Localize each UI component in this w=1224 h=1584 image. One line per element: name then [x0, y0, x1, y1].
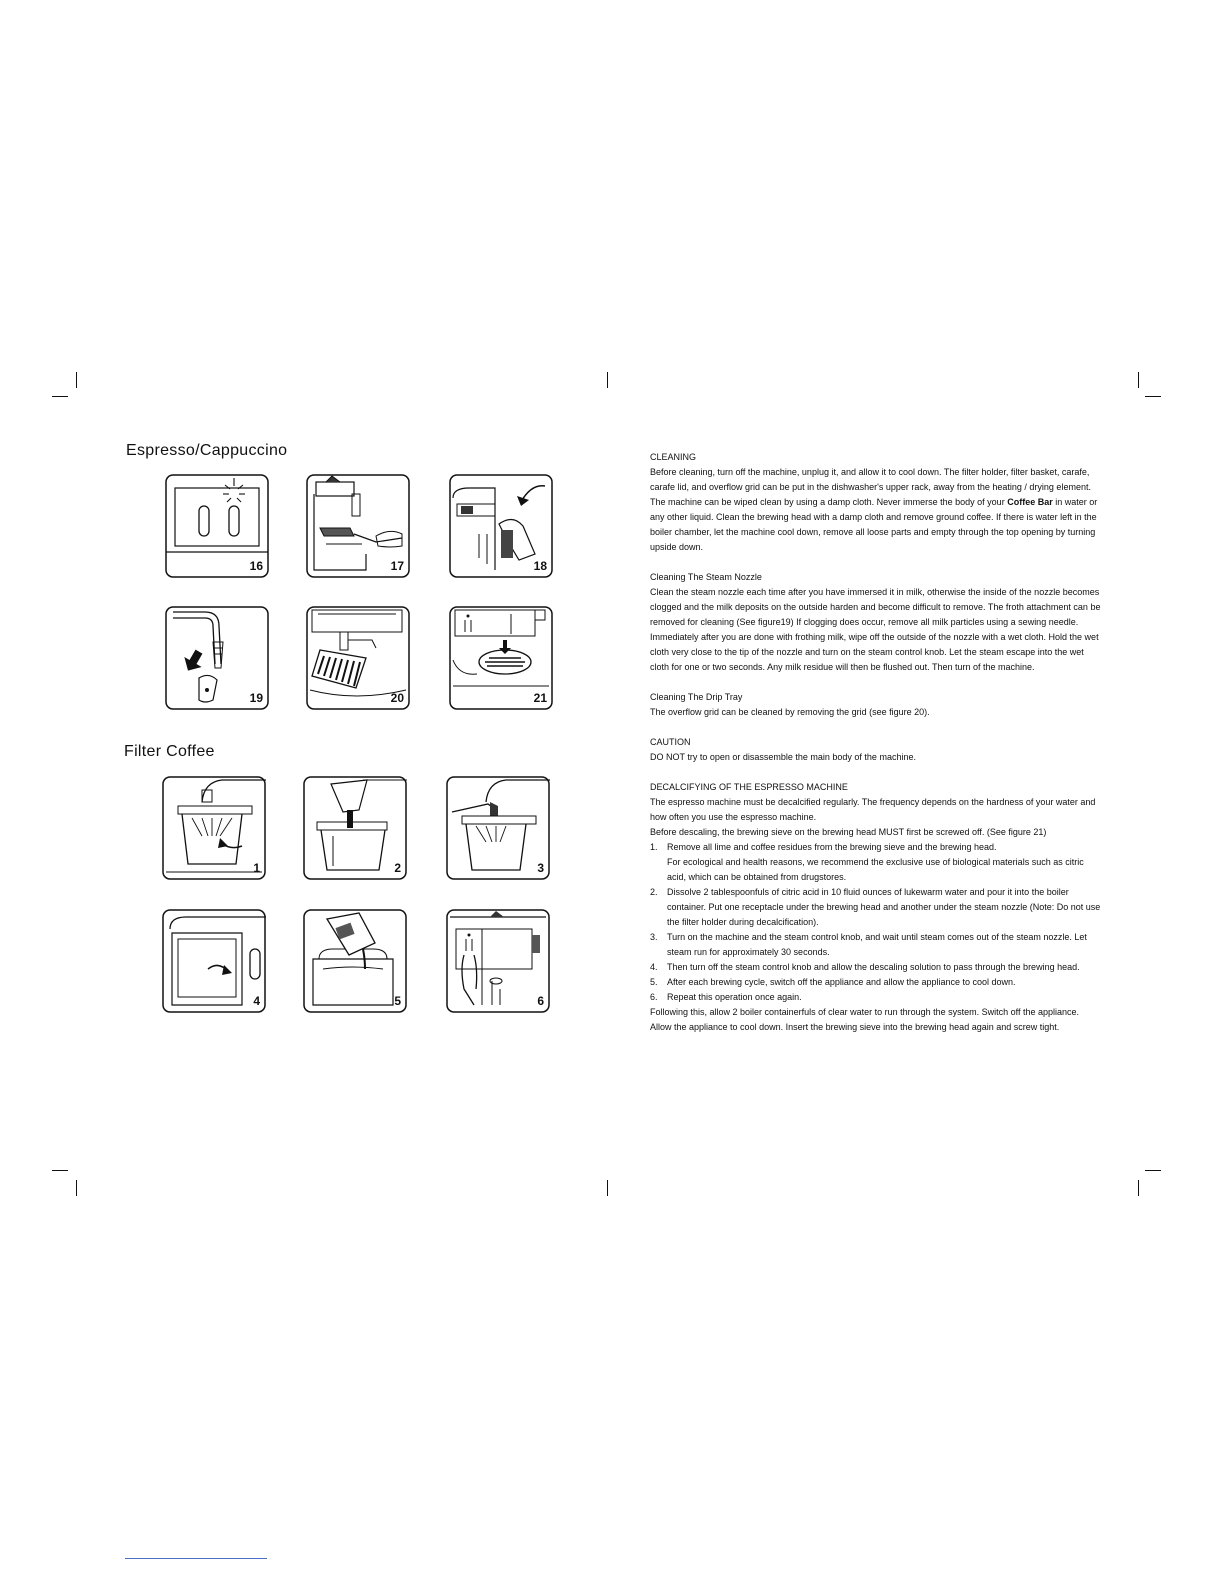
figure-18 [449, 474, 553, 578]
figure-number: 6 [537, 994, 544, 1008]
step-number: 3. [650, 932, 658, 942]
filter-figure-6 [446, 909, 550, 1013]
crop-mark [52, 396, 68, 397]
carafe-pour-icon [303, 909, 407, 1013]
step-number: 1. [650, 842, 658, 852]
figure-20 [306, 606, 410, 710]
figure-number: 1 [253, 861, 260, 875]
caution-paragraph: DO NOT try to open or disassemble the main body of the machine. [650, 752, 916, 762]
footer-rule [125, 1558, 267, 1559]
figure-17 [306, 474, 410, 578]
steam-nozzle-paragraph: Clean the steam nozzle each time after you have immersed it in milk, otherwise the inside of the nozzle becomes clogged and the milk deposits on the outside harden and become difficult to remove. The froth attachment can be removed for cleaning (See figure19) If clogging does occur, remove all milk particles using a sewing needle. Immediately after you are done with frothing milk, wipe off the outside of the nozzle with a wet cloth. Hold the wet cloth very close to the tip of the nozzle and turn on the steam control knob. Let the steam escape into the wet cloth for one or two seconds. Any milk residue will then be flushed out. Then turn of the machine. [650, 587, 1101, 672]
cleaning-paragraph [650, 465, 1102, 555]
water-tank-lid-icon [162, 909, 266, 1013]
decalcifying-intro: The espresso machine must be decalcified regularly. The frequency depends on the hardness of your water and how often you use the espresso machine. [650, 797, 1096, 822]
step-number: 6. [650, 992, 658, 1002]
figure-19 [165, 606, 269, 710]
decalcifying-heading: DECALCIFYING OF THE ESPRESSO MACHINE [650, 782, 848, 792]
step-text: Turn on the machine and the steam control knob, and wait until steam comes out of the steam nozzle. Let steam run for approximately 30 seconds. [667, 932, 1087, 957]
decalcifying-steps [650, 840, 1102, 1005]
switch-on-icon [446, 909, 550, 1013]
figure-21 [449, 606, 553, 710]
drip-tray-paragraph: The overflow grid can be cleaned by removing the grid (see figure 20). [650, 707, 930, 717]
step-note: For ecological and health reasons, we recommend the exclusive use of biological materials such as citric acid, which can be obtained from drugstores. [667, 857, 1084, 882]
crop-mark [607, 1180, 608, 1196]
filter-figure-5 [303, 909, 407, 1013]
step-text: Then turn off the steam control knob and allow the descaling solution to pass through the brewing head. [667, 962, 1080, 972]
steam-nozzle-heading: Cleaning The Steam Nozzle [650, 572, 762, 582]
figure-number: 3 [537, 861, 544, 875]
step-text: Remove all lime and coffee residues from the brewing sieve and the brewing head. [667, 842, 997, 852]
figure-number: 17 [390, 559, 404, 573]
figure-number: 20 [390, 691, 404, 705]
figure-number: 21 [533, 691, 547, 705]
crop-mark [607, 372, 608, 388]
filter-figure-3 [446, 776, 550, 880]
decalcifying-closing: Following this, allow 2 boiler containerfuls of clear water to run through the system. Switch off the appliance. Allow the appliance to cool down. Insert the brewing sieve into the brewing head again and screw tight. [650, 1007, 1080, 1032]
step-text: Dissolve 2 tablespoonfuls of citric acid in 10 fluid ounces of lukewarm water and pour it into the boiler container. Put one receptacle under the brewing head and another under the steam nozzle (Note: Do not use the filter holder during decalcification). [667, 887, 1101, 927]
coffee-scoop-icon [446, 776, 550, 880]
filter-figure-4 [162, 909, 266, 1013]
list-item [650, 885, 1102, 930]
crop-mark [1145, 396, 1161, 397]
espresso-heading: Espresso/Cappuccino [126, 442, 288, 459]
crop-mark [1145, 1170, 1161, 1171]
step-text: Repeat this operation once again. [667, 992, 802, 1002]
filter-basket-swing-icon [162, 776, 266, 880]
crop-mark [76, 372, 77, 388]
figure-number: 4 [253, 994, 260, 1008]
decalcifying-intro-2: Before descaling, the brewing sieve on the brewing head MUST first be screwed off. (See figure 21) [650, 827, 1047, 837]
step-text: After each brewing cycle, switch off the appliance and allow the appliance to cool down. [667, 977, 1016, 987]
cleaning-instructions [650, 450, 1102, 1035]
crop-mark [1138, 372, 1139, 388]
caution-heading: CAUTION [650, 737, 691, 747]
figure-number: 19 [249, 691, 263, 705]
list-item [650, 990, 1102, 1005]
brand-name: Coffee Bar [1007, 497, 1053, 507]
crop-mark [1138, 1180, 1139, 1196]
step-number: 4. [650, 962, 658, 972]
figure-16 [165, 474, 269, 578]
cleaning-text-start: Before cleaning, turn off the machine, unplug it, and allow it to cool down. The filter holder, filter basket, carafe, carafe lid, and overflow grid can be put in the dishwasher's upper rack, away from the heating / drying element. The machine can be wiped clean by using a damp cloth. Never immerse the body of your [650, 467, 1091, 507]
figure-number: 18 [533, 559, 547, 573]
list-item [650, 930, 1102, 960]
paper-filter-insert-icon [303, 776, 407, 880]
filter-figure-2 [303, 776, 407, 880]
crop-mark [76, 1180, 77, 1196]
step-number: 2. [650, 887, 658, 897]
figure-number: 16 [249, 559, 263, 573]
figure-number: 2 [394, 861, 401, 875]
filter-figure-1 [162, 776, 266, 880]
list-item [650, 840, 1102, 885]
drip-tray-heading: Cleaning The Drip Tray [650, 692, 743, 702]
list-item [650, 975, 1102, 990]
crop-mark [52, 1170, 68, 1171]
list-item [650, 960, 1102, 975]
figure-number: 5 [394, 994, 401, 1008]
step-number: 5. [650, 977, 658, 987]
cleaning-text-end: in water or any other liquid. Clean the brewing head with a damp cloth and remove ground coffee. If there is water left in the boiler chamber, let the machine cool down, remove all loose parts and empty through the top opening by turning upside down. [650, 497, 1098, 552]
cleaning-heading: CLEANING [650, 452, 697, 462]
filter-coffee-heading: Filter Coffee [124, 743, 215, 760]
